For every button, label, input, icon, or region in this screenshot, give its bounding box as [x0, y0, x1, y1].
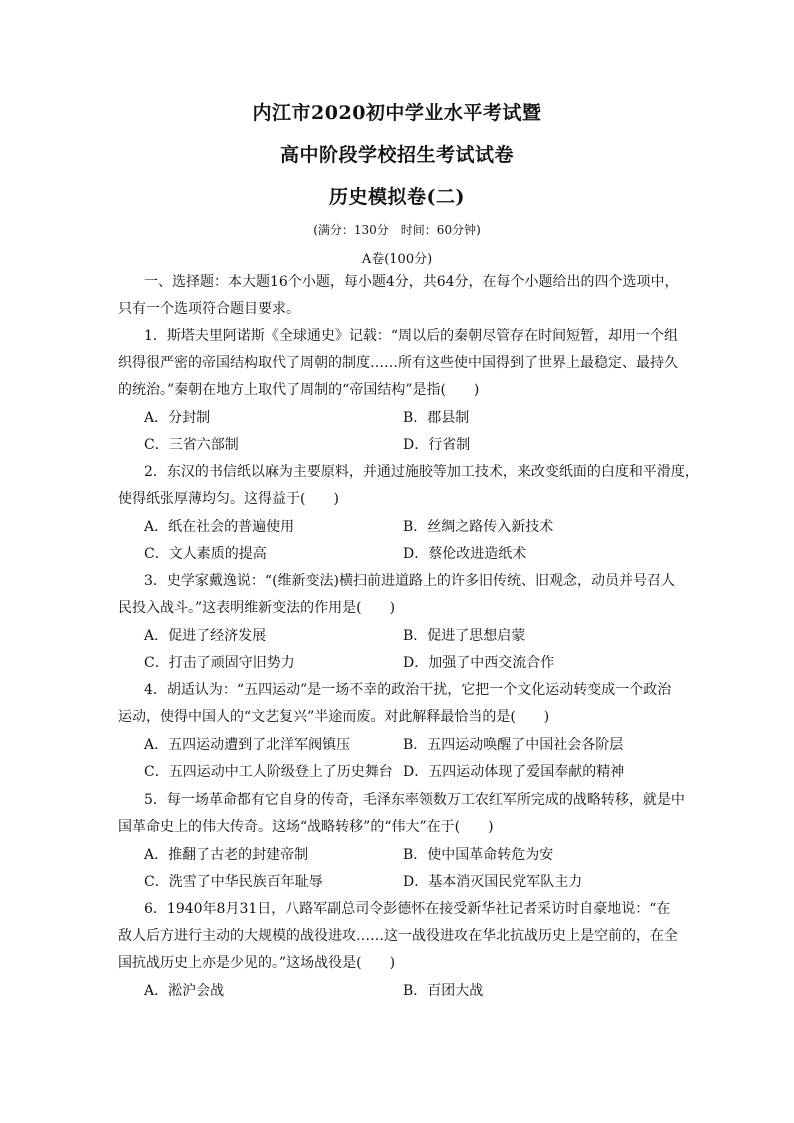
instructions-line: 一、选择题：本大题16个小题，每小题4分，共64分，在每个小题给出的四个选项中，	[144, 274, 679, 290]
instructions-line: 只有一个选项符合题目要求。	[118, 301, 300, 317]
option-c: C．文人素质的提高	[144, 546, 267, 562]
question-stem-line: 织得很严密的帝国结构取代了周朝的制度……所有这些使中国得到了世界上最稳定、最持久	[118, 355, 678, 371]
option-b: B．百团大战	[403, 983, 484, 999]
question-stem-line: 6．1940年8月31日，八路军副总司令彭德怀在接受新华社记者采访时自豪地说：“在	[144, 901, 671, 917]
score-time-info: (满分：130分 时间：60分钟)	[313, 223, 481, 237]
question-stem-line: 民投入战斗。”这表明维新变法的作用是( )	[118, 600, 396, 616]
option-b: B．五四运动唤醒了中国社会各阶层	[403, 737, 624, 753]
exam-title-line1: 内江市2020初中学业水平考试暨	[252, 102, 542, 124]
option-d: D．基本消灭国民党军队主力	[403, 874, 583, 890]
option-c: C．打击了顽固守旧势力	[144, 655, 295, 671]
question-stem-line: 敌人后方进行主动的大规模的战役进攻……这一战役进攻在华北抗战历史上是空前的，在全	[118, 928, 678, 944]
option-d: D．五四运动体现了爱国奉献的精神	[403, 764, 625, 780]
option-c: C．五四运动中工人阶级登上了历史舞台	[144, 764, 393, 780]
question-stem-line: 1．斯塔夫里阿诺斯《全球通史》记载：“周以后的秦朝尽管存在时间短暂，却用一个组	[144, 328, 679, 344]
option-a: A．淞沪会战	[144, 983, 225, 999]
option-d: D．行省制	[403, 437, 471, 453]
question-stem-line: 4．胡适认为：“五四运动”是一场不幸的政治干扰，它把一个文化运动转变成一个政治	[144, 682, 672, 698]
question-stem-line: 5．每一场革命都有它自身的传奇，毛泽东率领数万工农红军所完成的战略转移，就是中	[144, 792, 685, 808]
question-stem-line: 国抗战历史上亦是少见的。”这场战役是( )	[118, 955, 396, 971]
option-d: D．加强了中西交流合作	[403, 655, 555, 671]
option-a: A．分封制	[144, 410, 211, 426]
option-a: A．纸在社会的普遍使用	[144, 519, 295, 535]
section-heading: A卷(100分)	[361, 252, 433, 267]
question-stem-line: 使得纸张厚薄均匀。这得益于( )	[118, 491, 339, 507]
option-b: B．郡县制	[403, 410, 470, 426]
option-b: B．促进了思想启蒙	[403, 628, 526, 644]
question-stem-line: 2．东汉的书信纸以麻为主要原料，并通过施胶等加工技术，来改变纸面的白度和平滑度，	[144, 464, 699, 480]
option-b: B．丝绸之路传入新技术	[403, 519, 554, 535]
question-stem-line: 3．史学家戴逸说：“(维新变法)横扫前进道路上的许多旧传统、旧观念，动员并号召人	[144, 573, 675, 589]
option-a: A．推翻了古老的封建帝制	[144, 847, 309, 863]
option-c: C．洗雪了中华民族百年耻辱	[144, 874, 323, 890]
exam-title-line2: 高中阶段学校招生考试试卷	[279, 144, 514, 166]
exam-title-line3: 历史模拟卷(二)	[329, 186, 465, 208]
question-stem-line: 国革命史上的伟大传奇。这场“战略转移”的“伟大”在于( )	[118, 819, 494, 835]
option-a: A．五四运动遭到了北洋军阀镇压	[144, 737, 351, 753]
option-a: A．促进了经济发展	[144, 628, 267, 644]
option-b: B．使中国革命转危为安	[403, 847, 554, 863]
question-stem-line: 运动，使得中国人的“文艺复兴”半途而废。对此解释最恰当的是( )	[118, 709, 550, 725]
option-c: C．三省六部制	[144, 437, 239, 453]
question-stem-line: 的统治。”秦朝在地方上取代了周制的“帝国结构”是指( )	[118, 382, 480, 398]
option-d: D．蔡伦改进造纸术	[403, 546, 527, 562]
